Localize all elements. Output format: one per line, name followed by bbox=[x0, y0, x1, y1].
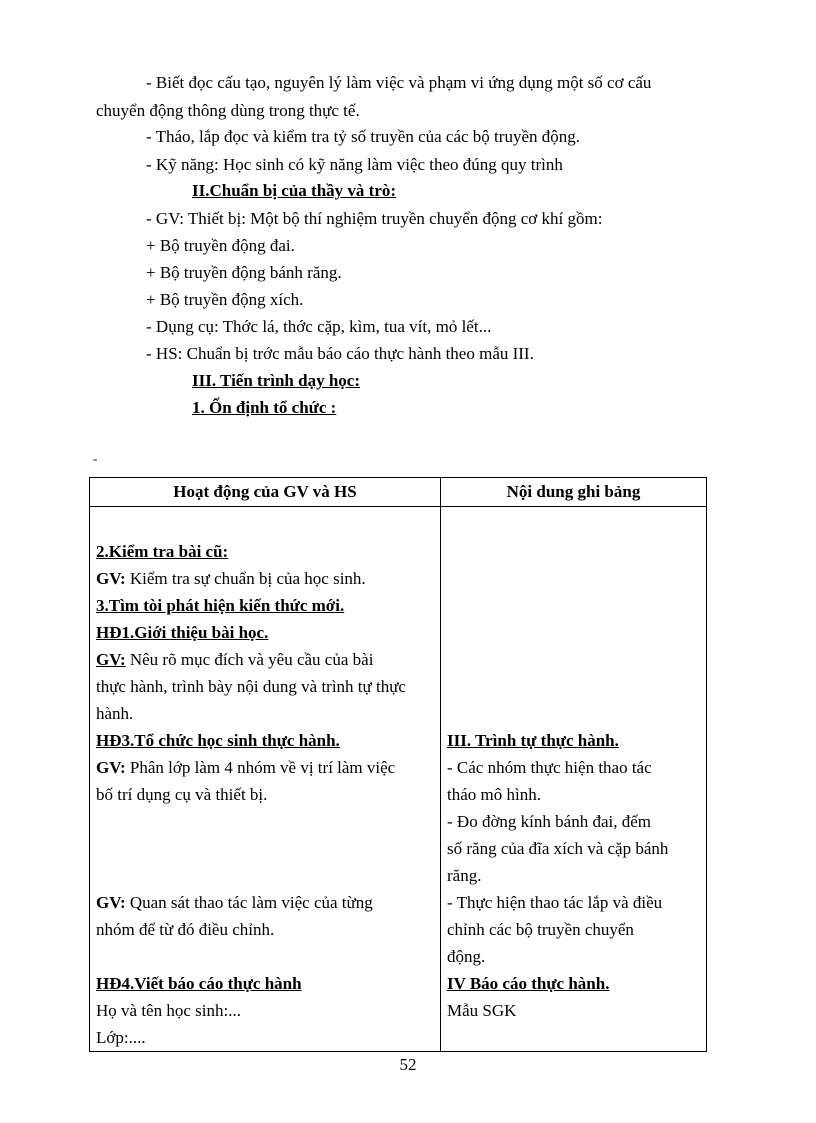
prep-line-4: + Bộ truyền động xích. bbox=[146, 290, 304, 309]
intro-line-2: chuyển động thông dùng trong thực tế. bbox=[96, 101, 360, 120]
gv-observe-text: Quan sát thao tác làm việc của từng bbox=[125, 893, 373, 912]
heading-process: III. Tiến trình dạy học: bbox=[192, 371, 360, 390]
heading-hd3: HĐ3.Tổ chức học sinh thực hành. bbox=[96, 731, 340, 750]
gv-groups-line-2: bố trí dụng cụ và thiết bị. bbox=[96, 785, 268, 804]
gv-label: GV: bbox=[96, 569, 126, 588]
prep-line-5: - Dụng cụ: Thớc lá, thớc cặp, kìm, tua vít, mỏ lết... bbox=[146, 317, 492, 336]
heading-hd1: HĐ1.Giới thiệu bài học. bbox=[96, 623, 269, 642]
gv-groups-text: Phân lớp làm 4 nhóm về vị trí làm việc bbox=[125, 758, 396, 777]
table-header-row bbox=[90, 478, 707, 507]
gv-objective-line-3: hành. bbox=[96, 704, 134, 723]
table-body-row bbox=[90, 507, 707, 1052]
col1-header: Hoạt động của GV và HS bbox=[90, 478, 441, 507]
gv-label: GV: bbox=[96, 758, 126, 777]
gv-objective-line-2: thực hành, trình bày nội dung và trình tự thực bbox=[96, 677, 406, 696]
board-line-8: động. bbox=[447, 947, 486, 966]
heading-hd4: HĐ4.Viết báo cáo thực hành bbox=[96, 974, 302, 993]
heading-stabilize: 1. Ổn định tổ chức : bbox=[192, 398, 337, 417]
page-number: 52 bbox=[399, 1055, 417, 1074]
intro-line-4: - Kỹ năng: Học sinh có kỹ năng làm việc theo đúng quy trình bbox=[146, 155, 563, 174]
gv-label: GV: bbox=[96, 893, 126, 912]
teacher-student-activities bbox=[90, 507, 441, 1052]
gv-observe-line bbox=[96, 889, 434, 916]
heading-preparation: II.Chuẩn bị của thầy và trò: bbox=[192, 181, 397, 200]
prep-line-6: - HS: Chuẩn bị trớc mẫu báo cáo thực hành theo mẫu III. bbox=[146, 344, 534, 363]
board-line-4: số răng của đĩa xích và cặp bánh bbox=[447, 839, 669, 858]
intro-line-1: - Biết đọc cấu tạo, nguyên lý làm việc và phạm vi ứng dụng một số cơ cấu bbox=[146, 73, 652, 92]
board-content bbox=[441, 507, 707, 1052]
board-line-5: răng. bbox=[447, 866, 482, 885]
intro-line-3: - Tháo, lắp đọc và kiểm tra tỷ số truyền của các bộ truyền động. bbox=[146, 127, 580, 146]
class-line: Lớp:.... bbox=[96, 1028, 146, 1047]
board-line-6: - Thực hiện thao tác lắp và điều bbox=[447, 893, 663, 912]
activity-table bbox=[89, 477, 707, 1052]
gv-objective-line bbox=[96, 646, 434, 673]
student-name-line: Họ và tên học sinh:... bbox=[96, 1001, 241, 1020]
board-line-1: - Các nhóm thực hiện thao tác bbox=[447, 758, 652, 777]
board-line-7: chỉnh các bộ truyền chuyển bbox=[447, 920, 634, 939]
gv-label: GV: bbox=[96, 650, 126, 669]
col2-header: Nội dung ghi bảng bbox=[441, 478, 707, 507]
stray-dash: - bbox=[93, 451, 98, 466]
gv-check-text: Kiểm tra sự chuẩn bị của học sinh. bbox=[125, 569, 366, 588]
heading-explore: 3.Tìm tòi phát hiện kiến thức mới. bbox=[96, 596, 345, 615]
gv-check-line bbox=[96, 565, 434, 592]
prep-line-3: + Bộ truyền động bánh răng. bbox=[146, 263, 342, 282]
gv-groups-line bbox=[96, 754, 434, 781]
gv-observe-line-2: nhóm để từ đó điều chỉnh. bbox=[96, 920, 275, 939]
board-line-9: Mẫu SGK bbox=[447, 1001, 517, 1020]
heading-review: 2.Kiểm tra bài cũ: bbox=[96, 542, 229, 561]
heading-sequence: III. Trình tự thực hành. bbox=[447, 731, 619, 750]
board-line-2: tháo mô hình. bbox=[447, 785, 541, 804]
heading-report: IV Báo cáo thực hành. bbox=[447, 974, 610, 993]
prep-line-1: - GV: Thiết bị: Một bộ thí nghiệm truyền chuyển động cơ khí gồm: bbox=[146, 209, 603, 228]
board-line-3: - Đo đờng kính bánh đai, đếm bbox=[447, 812, 651, 831]
gv-objective-text: Nêu rõ mục đích và yêu cầu của bài bbox=[125, 650, 374, 669]
prep-line-2: + Bộ truyền động đai. bbox=[146, 236, 295, 255]
